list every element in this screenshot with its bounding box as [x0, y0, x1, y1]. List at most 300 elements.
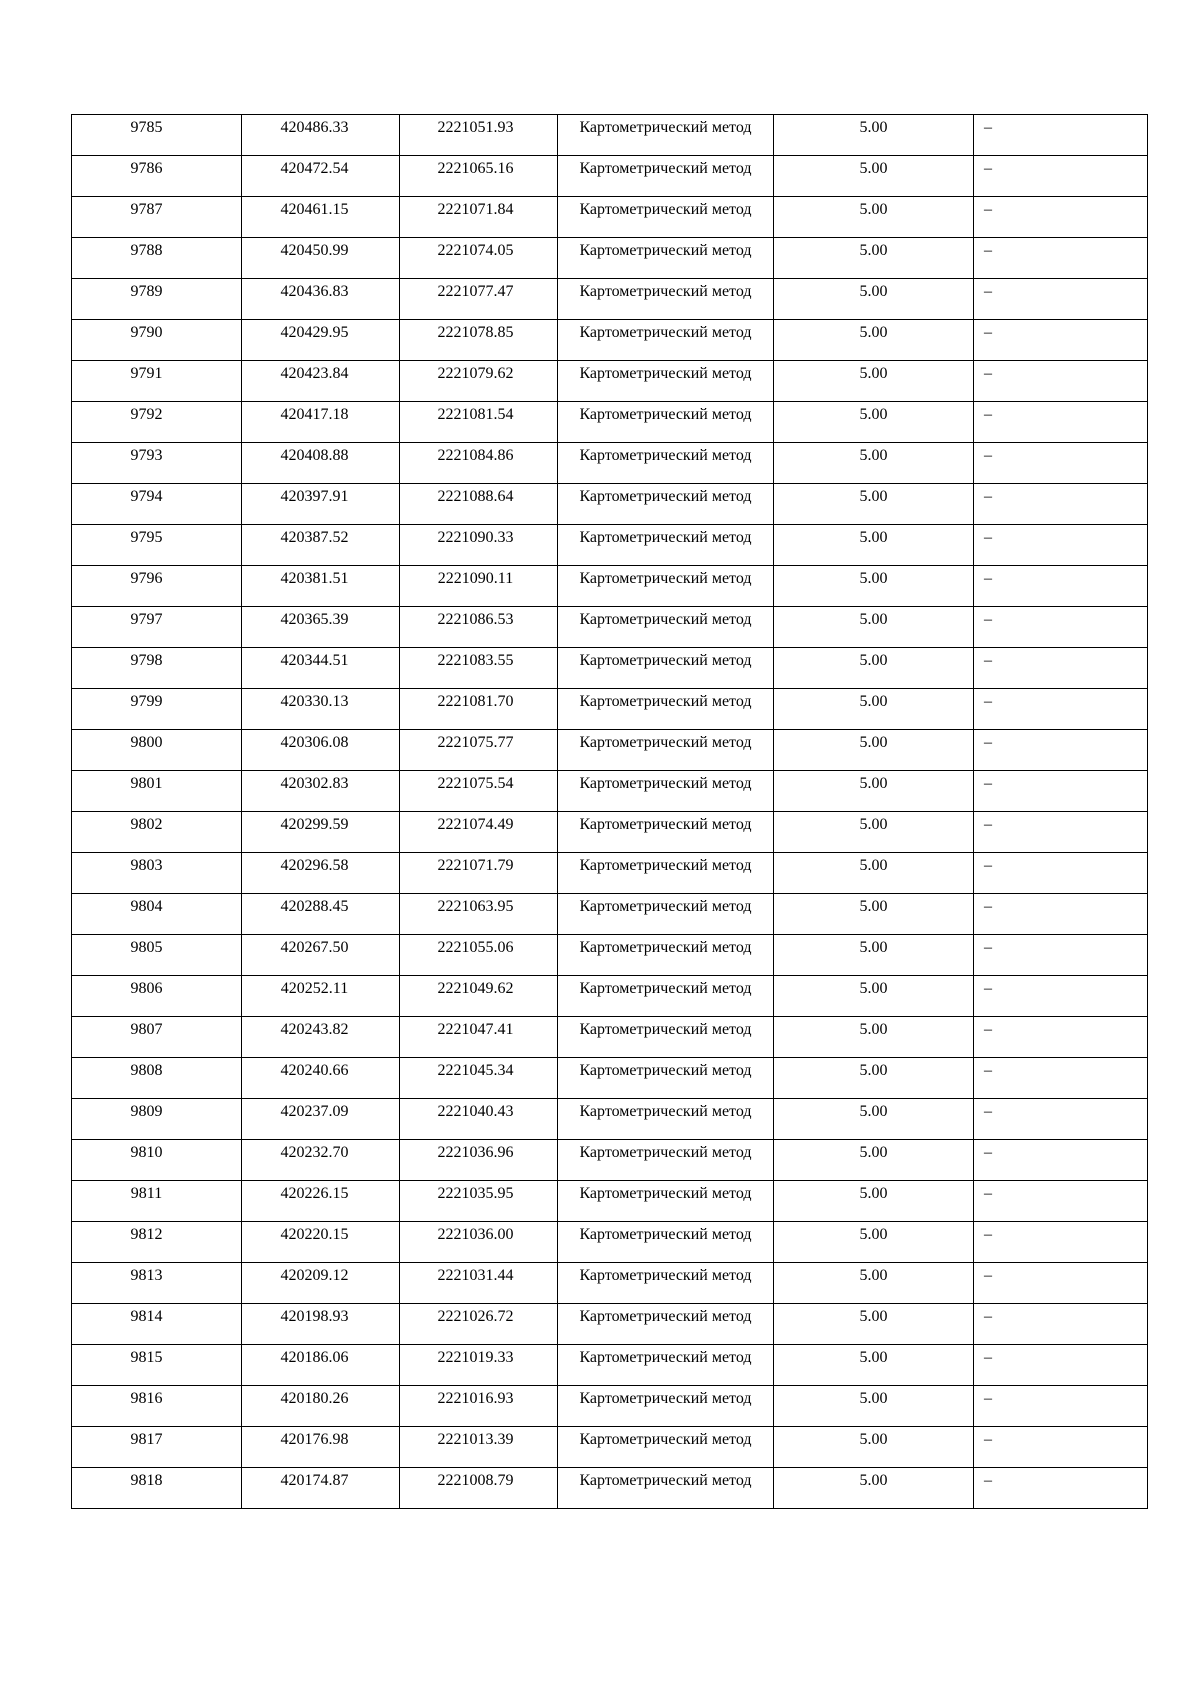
point-number-cell-text: 9804 — [130, 898, 163, 915]
method-cell — [558, 279, 774, 320]
point-number-cell-text: 9787 — [130, 201, 163, 218]
method-cell — [558, 115, 774, 156]
description-cell-text: – — [984, 1144, 992, 1161]
y-coordinate-cell — [400, 894, 558, 935]
point-number-cell-text: 9800 — [130, 734, 163, 751]
point-number-cell-text: 9790 — [130, 324, 163, 341]
x-coordinate-cell — [242, 197, 400, 238]
point-number-cell — [72, 566, 242, 607]
method-cell — [558, 566, 774, 607]
y-coordinate-cell — [400, 156, 558, 197]
point-number-cell-text: 9803 — [130, 857, 163, 874]
method-cell-text: Картометрический метод — [579, 898, 752, 915]
accuracy-cell — [774, 894, 974, 935]
point-number-cell — [72, 1140, 242, 1181]
accuracy-cell-text: 5.00 — [859, 447, 888, 464]
x-coordinate-cell — [242, 1058, 400, 1099]
x-coordinate-cell-text: 420429.95 — [280, 324, 349, 341]
method-cell — [558, 1304, 774, 1345]
accuracy-cell — [774, 1222, 974, 1263]
accuracy-cell — [774, 320, 974, 361]
table-row — [72, 1345, 1148, 1386]
method-cell-text: Картометрический метод — [579, 611, 752, 628]
method-cell — [558, 730, 774, 771]
method-cell — [558, 976, 774, 1017]
point-number-cell — [72, 853, 242, 894]
description-cell — [974, 894, 1148, 935]
y-coordinate-cell — [400, 1386, 558, 1427]
accuracy-cell-text: 5.00 — [859, 775, 888, 792]
x-coordinate-cell-text: 420417.18 — [280, 406, 349, 423]
method-cell — [558, 648, 774, 689]
table-row — [72, 853, 1148, 894]
y-coordinate-cell — [400, 1468, 558, 1509]
point-number-cell — [72, 1263, 242, 1304]
description-cell-text: – — [984, 1431, 992, 1448]
y-coordinate-cell-text: 2221055.06 — [437, 939, 514, 956]
table-row — [72, 1468, 1148, 1509]
accuracy-cell — [774, 812, 974, 853]
accuracy-cell-text: 5.00 — [859, 119, 888, 136]
x-coordinate-cell — [242, 156, 400, 197]
description-cell-text: – — [984, 1390, 992, 1407]
table-row — [72, 197, 1148, 238]
table-row — [72, 689, 1148, 730]
description-cell — [974, 853, 1148, 894]
table-row — [72, 115, 1148, 156]
table-row — [72, 607, 1148, 648]
description-cell-text: – — [984, 734, 992, 751]
y-coordinate-cell — [400, 1181, 558, 1222]
accuracy-cell-text: 5.00 — [859, 1267, 888, 1284]
x-coordinate-cell-text: 420243.82 — [280, 1021, 349, 1038]
x-coordinate-cell — [242, 894, 400, 935]
point-number-cell — [72, 1222, 242, 1263]
x-coordinate-cell — [242, 1427, 400, 1468]
x-coordinate-cell — [242, 1222, 400, 1263]
description-cell — [974, 1140, 1148, 1181]
description-cell-text: – — [984, 242, 992, 259]
x-coordinate-cell — [242, 238, 400, 279]
y-coordinate-cell-text: 2221077.47 — [437, 283, 514, 300]
description-cell — [974, 730, 1148, 771]
x-coordinate-cell — [242, 935, 400, 976]
x-coordinate-cell — [242, 771, 400, 812]
x-coordinate-cell — [242, 1468, 400, 1509]
y-coordinate-cell — [400, 1222, 558, 1263]
accuracy-cell — [774, 361, 974, 402]
point-number-cell — [72, 1345, 242, 1386]
method-cell-text: Картометрический метод — [579, 1308, 752, 1325]
table-row — [72, 1386, 1148, 1427]
method-cell-text: Картометрический метод — [579, 1144, 752, 1161]
x-coordinate-cell-text: 420267.50 — [280, 939, 349, 956]
description-cell — [974, 525, 1148, 566]
accuracy-cell — [774, 197, 974, 238]
method-cell — [558, 525, 774, 566]
method-cell-text: Картометрический метод — [579, 939, 752, 956]
method-cell-text: Картометрический метод — [579, 1062, 752, 1079]
point-number-cell-text: 9806 — [130, 980, 163, 997]
x-coordinate-cell — [242, 525, 400, 566]
description-cell-text: – — [984, 857, 992, 874]
accuracy-cell — [774, 935, 974, 976]
point-number-cell-text: 9812 — [130, 1226, 163, 1243]
x-coordinate-cell-text: 420296.58 — [280, 857, 349, 874]
y-coordinate-cell — [400, 115, 558, 156]
method-cell-text: Картометрический метод — [579, 447, 752, 464]
method-cell-text: Картометрический метод — [579, 406, 752, 423]
y-coordinate-cell-text: 2221071.84 — [437, 201, 514, 218]
accuracy-cell-text: 5.00 — [859, 1103, 888, 1120]
y-coordinate-cell-text: 2221040.43 — [437, 1103, 514, 1120]
accuracy-cell — [774, 1263, 974, 1304]
accuracy-cell — [774, 853, 974, 894]
description-cell-text: – — [984, 488, 992, 505]
y-coordinate-cell — [400, 730, 558, 771]
x-coordinate-cell-text: 420302.83 — [280, 775, 349, 792]
y-coordinate-cell-text: 2221016.93 — [437, 1390, 514, 1407]
description-cell — [974, 976, 1148, 1017]
accuracy-cell-text: 5.00 — [859, 1390, 888, 1407]
description-cell-text: – — [984, 324, 992, 341]
x-coordinate-cell — [242, 1386, 400, 1427]
description-cell — [974, 115, 1148, 156]
x-coordinate-cell — [242, 1304, 400, 1345]
table-row — [72, 238, 1148, 279]
x-coordinate-cell — [242, 812, 400, 853]
x-coordinate-cell — [242, 607, 400, 648]
table-row — [72, 525, 1148, 566]
point-number-cell-text: 9815 — [130, 1349, 163, 1366]
description-cell-text: – — [984, 1226, 992, 1243]
description-cell-text: – — [984, 775, 992, 792]
description-cell-text: – — [984, 201, 992, 218]
x-coordinate-cell — [242, 115, 400, 156]
accuracy-cell-text: 5.00 — [859, 734, 888, 751]
method-cell — [558, 771, 774, 812]
point-number-cell — [72, 730, 242, 771]
point-number-cell-text: 9814 — [130, 1308, 163, 1325]
description-cell — [974, 484, 1148, 525]
y-coordinate-cell — [400, 607, 558, 648]
method-cell — [558, 197, 774, 238]
y-coordinate-cell-text: 2221075.77 — [437, 734, 514, 751]
y-coordinate-cell-text: 2221083.55 — [437, 652, 514, 669]
y-coordinate-cell-text: 2221074.49 — [437, 816, 514, 833]
point-number-cell — [72, 1017, 242, 1058]
description-cell-text: – — [984, 529, 992, 546]
method-cell — [558, 935, 774, 976]
coordinates-table — [71, 114, 1148, 1509]
method-cell-text: Картометрический метод — [579, 775, 752, 792]
y-coordinate-cell — [400, 1058, 558, 1099]
method-cell-text: Картометрический метод — [579, 1472, 752, 1489]
x-coordinate-cell-text: 420387.52 — [280, 529, 349, 546]
method-cell-text: Картометрический метод — [579, 570, 752, 587]
point-number-cell-text: 9796 — [130, 570, 163, 587]
description-cell — [974, 402, 1148, 443]
y-coordinate-cell-text: 2221031.44 — [437, 1267, 514, 1284]
table-row — [72, 1222, 1148, 1263]
table-row — [72, 771, 1148, 812]
description-cell — [974, 1345, 1148, 1386]
table-row — [72, 935, 1148, 976]
x-coordinate-cell — [242, 443, 400, 484]
description-cell-text: – — [984, 283, 992, 300]
accuracy-cell-text: 5.00 — [859, 1185, 888, 1202]
y-coordinate-cell — [400, 935, 558, 976]
x-coordinate-cell — [242, 1263, 400, 1304]
point-number-cell — [72, 361, 242, 402]
description-cell — [974, 156, 1148, 197]
table-row — [72, 730, 1148, 771]
point-number-cell — [72, 320, 242, 361]
accuracy-cell-text: 5.00 — [859, 1226, 888, 1243]
method-cell — [558, 443, 774, 484]
method-cell-text: Картометрический метод — [579, 1021, 752, 1038]
x-coordinate-cell — [242, 1140, 400, 1181]
point-number-cell-text: 9799 — [130, 693, 163, 710]
accuracy-cell — [774, 1304, 974, 1345]
description-cell — [974, 1181, 1148, 1222]
method-cell-text: Картометрический метод — [579, 857, 752, 874]
y-coordinate-cell-text: 2221075.54 — [437, 775, 514, 792]
point-number-cell-text: 9813 — [130, 1267, 163, 1284]
accuracy-cell — [774, 1017, 974, 1058]
y-coordinate-cell — [400, 812, 558, 853]
y-coordinate-cell-text: 2221008.79 — [437, 1472, 514, 1489]
method-cell — [558, 1017, 774, 1058]
table-row — [72, 812, 1148, 853]
accuracy-cell — [774, 1345, 974, 1386]
accuracy-cell — [774, 566, 974, 607]
y-coordinate-cell — [400, 976, 558, 1017]
accuracy-cell — [774, 1058, 974, 1099]
description-cell — [974, 1427, 1148, 1468]
method-cell-text: Картометрический метод — [579, 488, 752, 505]
table-row — [72, 894, 1148, 935]
point-number-cell — [72, 976, 242, 1017]
accuracy-cell-text: 5.00 — [859, 1144, 888, 1161]
y-coordinate-cell-text: 2221078.85 — [437, 324, 514, 341]
x-coordinate-cell — [242, 1345, 400, 1386]
y-coordinate-cell-text: 2221065.16 — [437, 160, 514, 177]
method-cell-text: Картометрический метод — [579, 1185, 752, 1202]
method-cell — [558, 1345, 774, 1386]
x-coordinate-cell-text: 420209.12 — [280, 1267, 349, 1284]
point-number-cell-text: 9802 — [130, 816, 163, 833]
accuracy-cell — [774, 402, 974, 443]
table-row — [72, 361, 1148, 402]
x-coordinate-cell-text: 420486.33 — [280, 119, 349, 136]
accuracy-cell-text: 5.00 — [859, 1349, 888, 1366]
description-cell-text: – — [984, 365, 992, 382]
description-cell-text: – — [984, 406, 992, 423]
accuracy-cell-text: 5.00 — [859, 160, 888, 177]
x-coordinate-cell-text: 420436.83 — [280, 283, 349, 300]
point-number-cell — [72, 115, 242, 156]
method-cell — [558, 853, 774, 894]
y-coordinate-cell-text: 2221035.95 — [437, 1185, 514, 1202]
point-number-cell-text: 9791 — [130, 365, 163, 382]
description-cell — [974, 1017, 1148, 1058]
point-number-cell-text: 9808 — [130, 1062, 163, 1079]
x-coordinate-cell-text: 420330.13 — [280, 693, 349, 710]
method-cell — [558, 1058, 774, 1099]
y-coordinate-cell-text: 2221090.33 — [437, 529, 514, 546]
point-number-cell-text: 9807 — [130, 1021, 163, 1038]
table-row — [72, 1304, 1148, 1345]
accuracy-cell-text: 5.00 — [859, 283, 888, 300]
accuracy-cell-text: 5.00 — [859, 1062, 888, 1079]
description-cell-text: – — [984, 939, 992, 956]
method-cell — [558, 1386, 774, 1427]
point-number-cell — [72, 238, 242, 279]
description-cell-text: – — [984, 119, 992, 136]
method-cell — [558, 1099, 774, 1140]
y-coordinate-cell — [400, 1099, 558, 1140]
accuracy-cell-text: 5.00 — [859, 652, 888, 669]
description-cell — [974, 1468, 1148, 1509]
point-number-cell-text: 9785 — [130, 119, 163, 136]
description-cell-text: – — [984, 1308, 992, 1325]
coordinates-table-body — [72, 115, 1148, 1509]
method-cell-text: Картометрический метод — [579, 119, 752, 136]
method-cell — [558, 484, 774, 525]
method-cell-text: Картометрический метод — [579, 816, 752, 833]
method-cell — [558, 1222, 774, 1263]
y-coordinate-cell — [400, 1304, 558, 1345]
accuracy-cell-text: 5.00 — [859, 529, 888, 546]
description-cell — [974, 1304, 1148, 1345]
point-number-cell-text: 9818 — [130, 1472, 163, 1489]
description-cell-text: – — [984, 1472, 992, 1489]
accuracy-cell — [774, 771, 974, 812]
description-cell-text: – — [984, 1062, 992, 1079]
accuracy-cell — [774, 484, 974, 525]
x-coordinate-cell-text: 420423.84 — [280, 365, 349, 382]
y-coordinate-cell-text: 2221081.54 — [437, 406, 514, 423]
description-cell — [974, 689, 1148, 730]
x-coordinate-cell-text: 420299.59 — [280, 816, 349, 833]
method-cell — [558, 1263, 774, 1304]
method-cell-text: Картометрический метод — [579, 1267, 752, 1284]
description-cell-text: – — [984, 652, 992, 669]
description-cell-text: – — [984, 1021, 992, 1038]
table-row — [72, 1263, 1148, 1304]
x-coordinate-cell — [242, 320, 400, 361]
method-cell-text: Картометрический метод — [579, 1226, 752, 1243]
point-number-cell — [72, 1304, 242, 1345]
point-number-cell-text: 9817 — [130, 1431, 163, 1448]
y-coordinate-cell — [400, 566, 558, 607]
point-number-cell — [72, 525, 242, 566]
x-coordinate-cell — [242, 853, 400, 894]
x-coordinate-cell-text: 420232.70 — [280, 1144, 349, 1161]
method-cell-text: Картометрический метод — [579, 1431, 752, 1448]
accuracy-cell-text: 5.00 — [859, 1431, 888, 1448]
accuracy-cell-text: 5.00 — [859, 242, 888, 259]
table-row — [72, 1427, 1148, 1468]
point-number-cell — [72, 607, 242, 648]
x-coordinate-cell-text: 420381.51 — [280, 570, 349, 587]
x-coordinate-cell-text: 420180.26 — [280, 1390, 349, 1407]
x-coordinate-cell-text: 420220.15 — [280, 1226, 349, 1243]
table-row — [72, 1181, 1148, 1222]
table-row — [72, 1140, 1148, 1181]
point-number-cell — [72, 156, 242, 197]
y-coordinate-cell — [400, 402, 558, 443]
accuracy-cell-text: 5.00 — [859, 939, 888, 956]
y-coordinate-cell-text: 2221090.11 — [437, 570, 514, 587]
method-cell-text: Картометрический метод — [579, 283, 752, 300]
y-coordinate-cell — [400, 197, 558, 238]
accuracy-cell — [774, 1427, 974, 1468]
accuracy-cell — [774, 730, 974, 771]
y-coordinate-cell — [400, 279, 558, 320]
y-coordinate-cell-text: 2221036.00 — [437, 1226, 514, 1243]
accuracy-cell-text: 5.00 — [859, 488, 888, 505]
y-coordinate-cell — [400, 648, 558, 689]
description-cell — [974, 1099, 1148, 1140]
x-coordinate-cell-text: 420450.99 — [280, 242, 349, 259]
accuracy-cell — [774, 238, 974, 279]
table-row — [72, 1058, 1148, 1099]
point-number-cell — [72, 689, 242, 730]
y-coordinate-cell-text: 2221074.05 — [437, 242, 514, 259]
description-cell-text: – — [984, 1349, 992, 1366]
point-number-cell-text: 9795 — [130, 529, 163, 546]
x-coordinate-cell — [242, 976, 400, 1017]
point-number-cell — [72, 935, 242, 976]
y-coordinate-cell — [400, 1345, 558, 1386]
accuracy-cell-text: 5.00 — [859, 693, 888, 710]
x-coordinate-cell — [242, 648, 400, 689]
accuracy-cell — [774, 525, 974, 566]
point-number-cell-text: 9798 — [130, 652, 163, 669]
x-coordinate-cell — [242, 279, 400, 320]
y-coordinate-cell-text: 2221063.95 — [437, 898, 514, 915]
y-coordinate-cell — [400, 1017, 558, 1058]
description-cell-text: – — [984, 611, 992, 628]
accuracy-cell — [774, 156, 974, 197]
method-cell-text: Картометрический метод — [579, 529, 752, 546]
method-cell-text: Картометрический метод — [579, 693, 752, 710]
point-number-cell-text: 9805 — [130, 939, 163, 956]
description-cell — [974, 197, 1148, 238]
y-coordinate-cell — [400, 484, 558, 525]
point-number-cell-text: 9792 — [130, 406, 163, 423]
x-coordinate-cell — [242, 689, 400, 730]
accuracy-cell — [774, 689, 974, 730]
method-cell — [558, 689, 774, 730]
point-number-cell — [72, 484, 242, 525]
accuracy-cell — [774, 279, 974, 320]
accuracy-cell-text: 5.00 — [859, 324, 888, 341]
table-row — [72, 320, 1148, 361]
y-coordinate-cell-text: 2221086.53 — [437, 611, 514, 628]
point-number-cell — [72, 402, 242, 443]
accuracy-cell — [774, 976, 974, 1017]
method-cell-text: Картометрический метод — [579, 652, 752, 669]
y-coordinate-cell — [400, 1140, 558, 1181]
accuracy-cell-text: 5.00 — [859, 898, 888, 915]
y-coordinate-cell-text: 2221051.93 — [437, 119, 514, 136]
table-row — [72, 156, 1148, 197]
description-cell-text: – — [984, 570, 992, 587]
x-coordinate-cell-text: 420461.15 — [280, 201, 349, 218]
